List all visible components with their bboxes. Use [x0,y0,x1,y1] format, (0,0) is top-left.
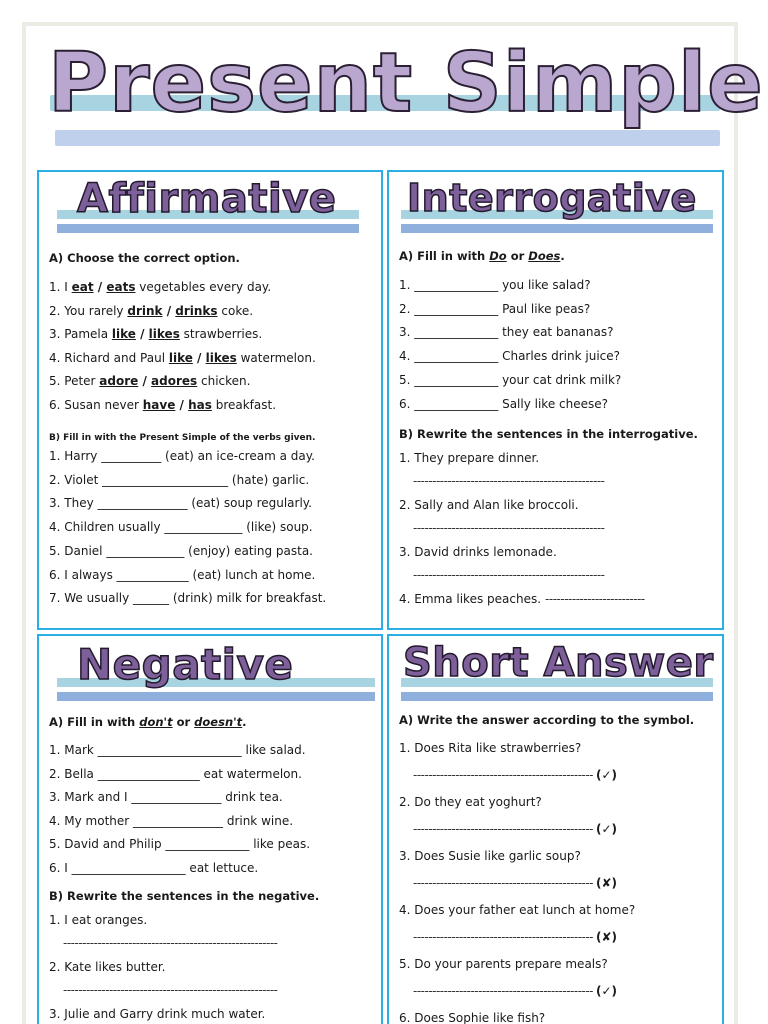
affirmative-header [39,172,381,242]
answer-line: -------------------------------------------------------- [63,983,278,997]
short-answer-section [387,634,724,1024]
instruction-text: or [172,715,195,729]
item-text: chicken. [197,374,251,389]
answer-option: likes [205,350,237,365]
exercise-item: 2. Sally and Alan like broccoli. [399,498,579,512]
question-item: 1. Does Rita like strawberries? [399,741,582,755]
answer-option: likes [148,327,180,342]
exercise-item: 3. ______________ they eat bananas? [399,325,614,340]
exercise-item [49,397,375,413]
exercise-item: 6. I ___________________ eat lettuce. [49,861,259,875]
exercise-item: 1. Mark ________________________ like salad. [49,743,306,757]
affirmative-section [37,170,383,630]
exercise-item: 1. ______________ you like salad? [399,278,591,292]
answer-line: -------------------------------------------------- [413,568,605,582]
item-text: 6. Susan never [49,398,143,412]
exercise-item [399,591,716,607]
header-band-blue [401,224,713,233]
question-item: 3. Does Susie like garlic soup? [399,849,581,863]
answer-option: drink [127,303,163,318]
instruction-text: . [560,249,565,263]
exercise-item: 3. David drinks lemonade. [399,545,557,559]
exercise-item: 2. ______________ Paul like peas? [399,301,591,316]
item-text: / [192,350,206,365]
exercise-item [49,373,375,389]
answer-line: ----------------------------------------------- [413,930,594,944]
exercise-item: 3. They _______________ (eat) soup regularly. [49,496,312,511]
exercise-item: 2. Kate likes butter. [49,960,166,974]
item-text: 2. You rarely [49,303,128,318]
item-text: vegetables every day. [135,280,272,294]
answer-line: -------------------------------------------------------- [63,936,278,950]
exercise-item: 1. I eat oranges. [49,913,148,927]
exercise-item: 1. They prepare dinner. [399,451,540,465]
negative-header [39,636,381,706]
item-text: strawberries. [179,327,263,342]
item-text: 4. Richard and Paul [49,350,169,365]
page-title: Present Simple [48,36,764,131]
answer-option: drinks [175,303,218,318]
answer-symbol: (✓) [596,984,618,998]
answer-line: -------------------------------------------------- [413,521,605,535]
instruction-b: B) Rewrite the sentences in the negative. [49,889,320,903]
keyword-doesnt: doesn't [194,715,243,729]
answer-line: ----------------------------------------------- [413,768,594,782]
answer-symbol: (✓) [596,822,618,836]
exercise-item: 5. ______________ your cat drink milk? [399,372,622,387]
question-item: 4. Does your father eat lunch at home? [399,903,636,917]
exercise-item [49,326,375,342]
answer-row [413,821,716,837]
answer-line: ----------------------------------------------- [413,822,594,836]
instruction-text: . [242,715,247,729]
answer-option: adore [99,374,139,389]
answer-row [413,875,716,891]
instruction-b: B) Rewrite the sentences in the interrogative. [399,427,698,441]
header-band-blue [401,692,713,701]
answer-option: like [168,350,193,365]
item-text: / [138,374,152,389]
question-item: 5. Do your parents prepare meals? [399,957,608,971]
item-text: 5. Peter [49,374,100,389]
exercise-item: 2. Violet _____________________ (hate) garlic. [49,472,310,487]
exercise-item: 5. Daniel _____________ (enjoy) eating pasta. [49,543,313,558]
item-text: / [162,303,176,318]
item-text: breakfast. [211,398,277,412]
item-text: / [93,280,107,294]
keyword-does: Does [528,249,561,263]
answer-option: have [142,398,176,412]
exercise-item: 4. Children usually _____________ (like) soup. [49,520,313,535]
exercise-item: 5. David and Philip ______________ like peas. [49,837,311,852]
exercise-item [49,350,375,366]
exercise-item: 4. My mother _______________ drink wine. [49,813,294,828]
title-band-blue [55,130,720,146]
section-title: Short Answer [403,640,714,686]
interrogative-header [389,172,722,242]
interrogative-section [387,170,724,630]
answer-option: eat [71,280,94,294]
exercise-item: 3. Julie and Garry drink much water. [49,1007,266,1021]
keyword-dont: don't [139,715,173,729]
exercise-item: 6. ______________ Sally like cheese? [399,396,608,411]
item-text: watermelon. [236,350,316,365]
answer-symbol: (✘) [596,930,618,944]
exercise-item: 1. Harry __________ (eat) an ice-cream a day. [49,449,315,463]
answer-line: ----------------------------------------------- [413,984,594,998]
item-text: 1. I [49,280,72,294]
section-title: Interrogative [407,176,697,220]
answer-option: has [188,398,212,412]
section-title: Negative [77,640,294,689]
instruction-a: A) Write the answer according to the symbol. [399,713,695,727]
answer-line: ----------------------------------------------- [413,876,594,890]
answer-option: adores [151,374,198,389]
instruction-text: or [506,249,529,263]
exercise-item: 6. I always ____________ (eat) lunch at home. [49,567,316,582]
short-answer-header [389,636,722,706]
header-band-blue [57,692,375,701]
exercise-item: 3. Mark and I _______________ drink tea. [49,790,283,805]
item-text: coke. [217,303,254,318]
exercise-item [49,279,375,295]
exercise-item: 4. ______________ Charles drink juice? [399,349,621,364]
item-text: 4. Emma likes peaches. [399,592,542,606]
question-item: 6. Does Sophie like fish? [399,1011,546,1024]
item-text: / [175,398,189,412]
instruction-b: B) Fill in with the Present Simple of the verbs given. [49,433,316,443]
answer-option: like [111,327,136,342]
item-text: / [135,327,149,342]
answer-line: -------------------------- [545,592,645,606]
section-title: Affirmative [77,176,337,222]
answer-symbol: (✘) [596,876,618,890]
exercise-item: 2. Bella _________________ eat watermelon. [49,766,302,781]
negative-section [37,634,383,1024]
instruction-a [399,248,716,264]
keyword-do: Do [489,249,507,263]
answer-row [413,983,716,999]
exercise-item: 7. We usually ______ (drink) milk for breakfast. [49,591,327,606]
answer-option: eats [106,280,136,294]
instruction-text: A) Fill in with [399,249,490,263]
answer-line: -------------------------------------------------- [413,474,605,488]
answer-row [413,929,716,945]
exercise-item [49,303,375,319]
instruction-a: A) Choose the correct option. [49,251,240,265]
question-item: 2. Do they eat yoghurt? [399,795,542,809]
instruction-a [49,714,375,730]
answer-symbol: (✓) [596,768,618,782]
item-text: 3. Pamela [49,327,112,342]
answer-row [413,767,716,783]
header-band-blue [57,224,359,233]
instruction-text: A) Fill in with [49,715,140,729]
